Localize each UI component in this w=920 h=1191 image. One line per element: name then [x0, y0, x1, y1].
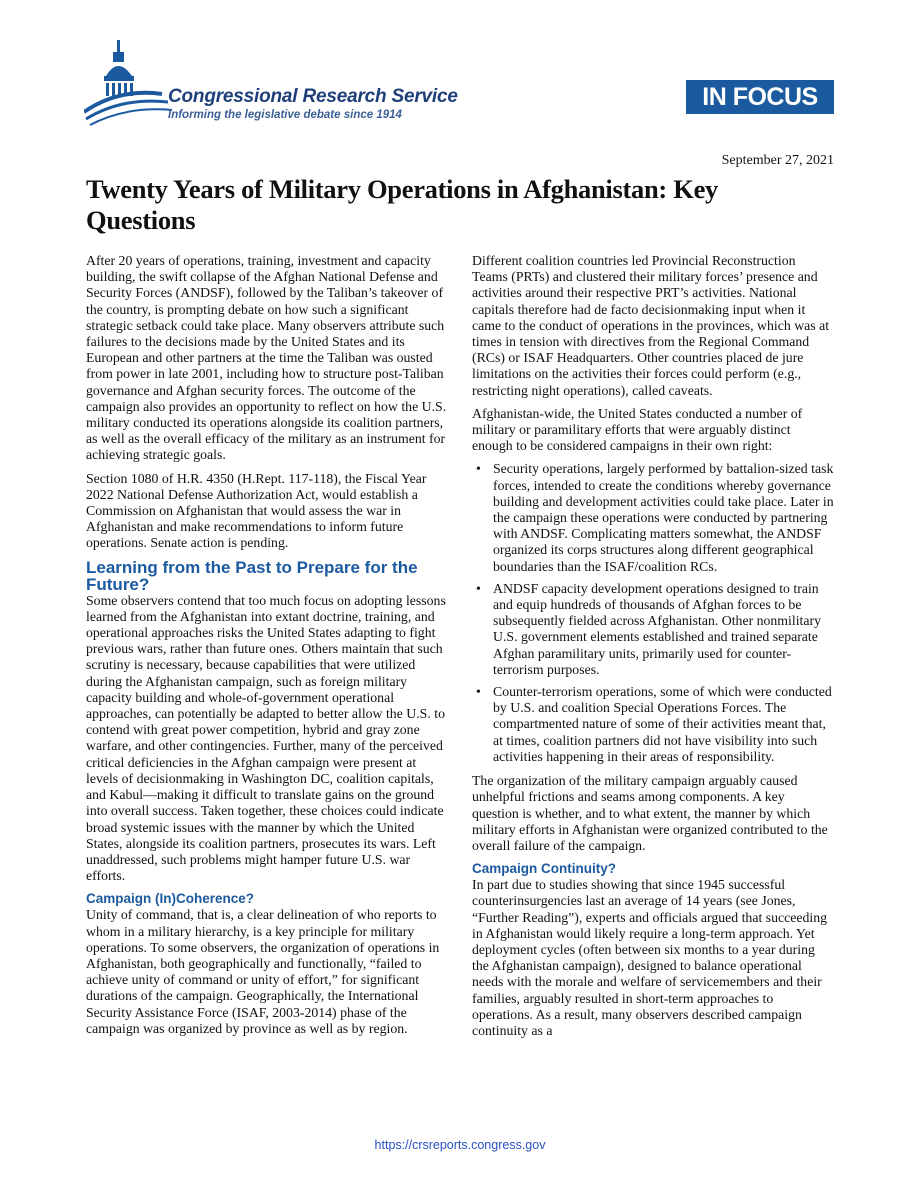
subheading-coherence: Campaign (In)Coherence?: [86, 891, 255, 907]
coherence-paragraph: Unity of command, that is, a clear delineation of who reports to whom in a military hierarchy, is a key principle for military operations. To some observers, the organization of operations in Afghanistan, both geographically and functionally, “failed to achieve unity of command or unity of effort,” for significant durations of the campaign. Geographically, the International Security Assistance Force (ISAF, 2003-2014) phase of the campaign was organized by province as well as by region.: [86, 907, 440, 1036]
org-tagline: Informing the legislative debate since 1914: [168, 109, 402, 121]
page-header: [0, 0, 920, 140]
footer-url[interactable]: https://crsreports.congress.gov: [374, 1138, 546, 1152]
list-item: • Security operations, largely performed by battalion-sized task forces, intended to create the conditions whereby governance building and development activities could take place. Later in the campaign these operations were conducted by partnering with ANDSF. Complicating matters somewhat, the ANDSF organized its corps structures along different geographical boundaries than the ISAF/coalition RCs.: [472, 461, 834, 574]
in-focus-badge: IN FOCUS: [686, 80, 834, 114]
prt-paragraph: Different coalition countries led Provincial Reconstruction Teams (PRTs) and clustered their military forces’ presence and activities around their respective PRT’s activities. National capitals therefore had de facto decisionmaking input when it came to the conduct of operations in the provinces, which was at times in tension with directives from the Regional Command (RCs) or ISAF Headquarters. Other countries placed de jure limitations on the activities their forces could perform (e.g., restricting night operations), called caveats.: [472, 253, 830, 398]
left-column: [86, 253, 448, 1044]
intro-paragraph: After 20 years of operations, training, investment and capacity building, the swift collapse of the Afghan National Defense and Security Forces (ANDSF), followed by the Taliban’s takeover of the country, is prompting debate on how such a significant strategic setback could take place. Many observers attribute such failures to the decisions made by the United States and its European and other partners at the time the Taliban was ousted from power in late 2001, including how to structure post-Taliban governance and Afghan security forces. The outcome of the campaign also provides an opportunity to reflect on how the U.S. military conducted its operations alongside its coalition partners, as well as the overall efficacy of the military as an instrument for achieving strategic goals.: [86, 253, 447, 463]
list-item: • Counter-terrorism operations, some of which were conducted by U.S. and coalition Special Operations Forces. The compartmented nature of some of their activities meant that, at times, coalition partners did not have visibility into such activities happening in their areas of responsibility.: [472, 684, 834, 765]
capitol-dome-icon: [84, 40, 174, 126]
continuity-paragraph: In part due to studies showing that since 1945 successful counterinsurgencies last an average of 14 years (see Jones, “Further Reading”), experts and officials argued that succeeding in Afghanistan would likely require a long-term approach. Yet deployment cycles (often between six months to a year during the Afghanistan campaign), designed to balance operational needs with the morale and welfare of servicemembers and their families, arguably resulted in short-term approaches to operations. As a result, many observers described campaign continuity as a: [472, 877, 828, 1038]
org-name: Congressional Research Service: [168, 86, 458, 107]
learning-paragraph: Some observers contend that too much focus on adopting lessons learned from the Afghanistan into extant doctrine, training, and operational approaches risks the United States adapting to fight previous wars, rather than future ones. Others maintain that such scrutiny is necessary, because capabilities that were utilized during the Afghanistan campaign, such as foreign military capacity building and whole-of-government operational approaches, can potentially be adapted to better allow the U.S. to contend with great power competition, hybrid and gray zone warfare, and other contingencies. Further, many of the perceived critical deficiencies in the Afghan campaign were present at levels of decisionmaking in Washington DC, coalition capitals, and Kabul—making it difficult to translate gains on the ground into overall success. Taken together, these choices could indicate broad systemic issues with the manner by which the United States, alongside its coalition partners, prosecutes its wars. Left unaddressed, such problems might hamper future U.S. war efforts.: [86, 592, 446, 884]
campaigns-list: [472, 461, 834, 765]
right-column: [472, 253, 834, 1046]
subheading-continuity: Campaign Continuity?: [472, 861, 616, 877]
organization-paragraph: The organization of the military campaign arguably caused unhelpful frictions and seams among components. A key question is whether, and to what extent, the manner by which military efforts in Afghanistan were organized contributed to the overall failure of the campaign.: [472, 773, 828, 853]
ndaa-paragraph: Section 1080 of H.R. 4350 (H.Rept. 117-118), the Fiscal Year 2022 National Defense Authorization Act, would establish a Commission on Afghanistan that would assess the war in Afghanistan and make recommendations to inform future operations. Senate action is pending.: [86, 470, 427, 551]
campaigns-paragraph: Afghanistan-wide, the United States conducted a number of military or paramilitary efforts that were arguably distinct enough to be considered campaigns in their own right:: [472, 405, 803, 454]
page-title: Twenty Years of Military Operations in Afghanistan: Key Questions: [86, 174, 718, 235]
publication-date: September 27, 2021: [721, 153, 834, 168]
list-item: • ANDSF capacity development operations designed to train and equip hundreds of thousands of Afghan forces to be subsequently fielded across Afghanistan. Other nonmilitary U.S. government elements established and trained separate Afghan paramilitary units, primarily used for counter-terrorism purposes.: [472, 581, 834, 678]
section-heading-learning: Learning from the Past to Prepare for the Future?: [86, 557, 418, 594]
